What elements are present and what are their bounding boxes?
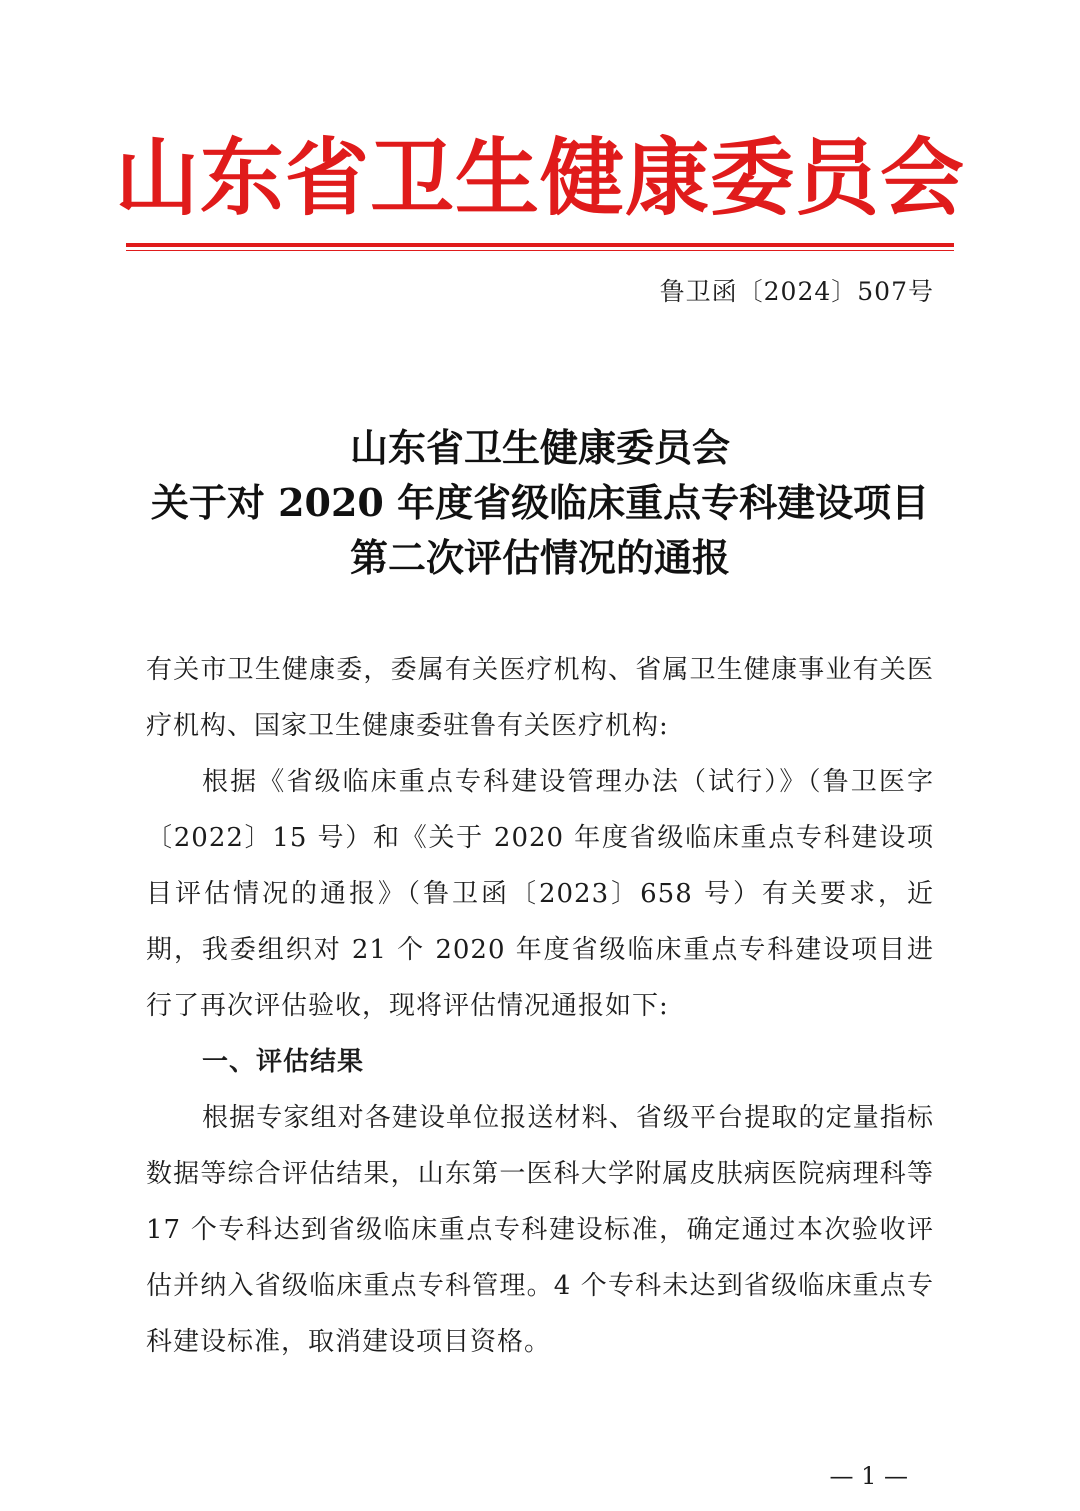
title-line-1: 山东省卫生健康委员会 <box>349 425 730 470</box>
document-number: 鲁卫函〔2024〕507号 <box>659 277 934 306</box>
document-body <box>146 642 934 1370</box>
masthead-organization: 山东省卫生健康委员会 <box>114 129 965 227</box>
masthead-red-rule <box>126 243 954 247</box>
document-title <box>0 420 1080 585</box>
body-paragraph: 根据《省级临床重点专科建设管理办法（试行）》（鲁卫医字〔2022〕15 号）和《关于 2020 年度省级临床重点专科建设项目评估情况的通报》（鲁卫函〔2023〕658 号）有关要求，近期，我委组织对 21 个 2020 年度省级临床重点专科建设项目进行了再次评估验收，现将评估情况通报如下: <box>146 767 934 1021</box>
title-line-2: 关于对 2020 年度省级临床重点专科建设项目 <box>150 480 930 525</box>
body-paragraph: 根据专家组对各建设单位报送材料、省级平台提取的定量指标数据等综合评估结果，山东第一医科大学附属皮肤病医院病理科等 17 个专科达到省级临床重点专科建设标准，确定通过本次验收评估并纳入省级临床重点专科管理。4 个专科未达到省级临床重点专科建设标准，取消建设项目资格。 <box>146 1103 934 1357</box>
page-number <box>0 1462 1080 1490</box>
title-line-3: 第二次评估情况的通报 <box>349 535 730 580</box>
page-number-label: — 1 — <box>829 1462 908 1490</box>
masthead-red-rule-thin <box>126 250 954 251</box>
section-heading: 一、评估结果 <box>202 1047 365 1077</box>
salutation: 有关市卫生健康委，委属有关医疗机构、省属卫生健康事业有关医疗机构、国家卫生健康委驻鲁有关医疗机构: <box>146 655 934 741</box>
